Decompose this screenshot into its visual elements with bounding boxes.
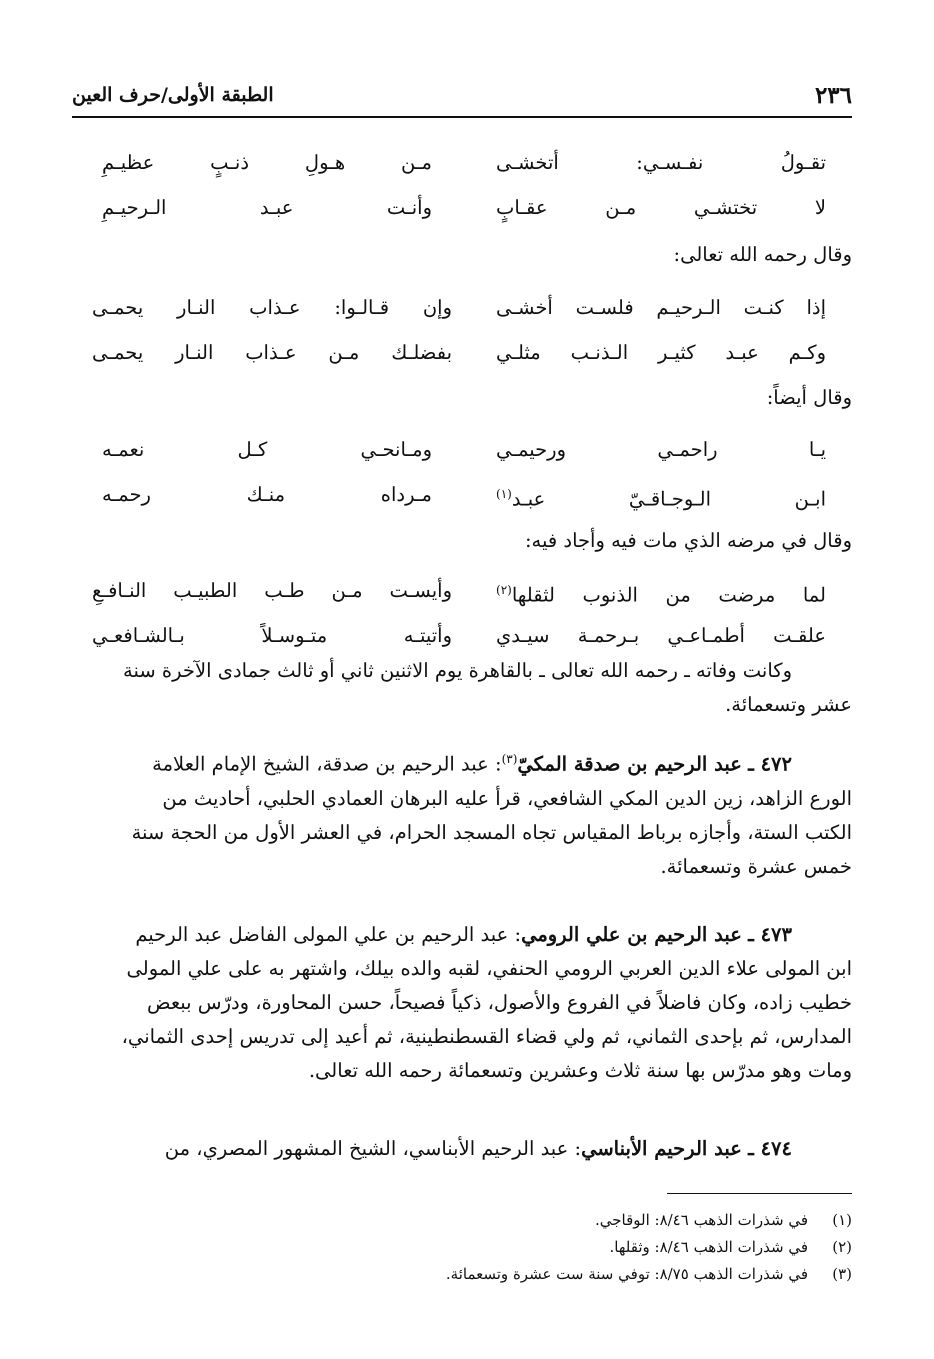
poem-4 xyxy=(72,568,852,658)
paragraph-line: عشر وتسعمائة. xyxy=(725,693,852,716)
entry-text: : عبد الرحيم الأبناسي، الشيخ المشهور المصري، من xyxy=(164,1137,582,1160)
page-number: ٢٣٦ xyxy=(814,82,852,109)
hemistich-text: لما مرضت من الذنوب لثقلها xyxy=(511,583,826,607)
hemistich-left: مـن هـولِ ذنـبٍ عظيـمِ xyxy=(102,151,432,174)
entry-first-line xyxy=(72,1132,852,1166)
verse xyxy=(72,568,852,613)
hemistich-left: مـرداه منـك رحمـه xyxy=(102,483,432,506)
hemistich-right: لا تختشـي مـن عقـابٍ xyxy=(496,196,826,219)
verse xyxy=(72,472,852,517)
footnotes xyxy=(152,1207,852,1288)
footnote-separator xyxy=(667,1193,852,1194)
paragraph-line: الكتب الستة، وأجازه برباط المقياس تجاه المسجد الحرام، في العشر الأول من الحجة سنة xyxy=(131,820,852,844)
paragraph-line: ومات وهو مدرّس بها سنة ثلاث وعشرين وتسعمائة رحمه الله تعالى. xyxy=(308,1059,852,1082)
paragraph-line: خطيب زاده، وكان فاضلاً في الفروع والأصول، ذكياً فصيحاً، حسن المحاورة، ودرّس ببعض xyxy=(146,991,852,1014)
footnote-marker: (١) xyxy=(496,487,512,501)
footnote xyxy=(152,1261,852,1288)
hemistich-right: علقـت أطمـاعـي بـرحمـة سيـدي xyxy=(496,624,826,647)
footnote xyxy=(152,1207,852,1234)
entry-number: ٤٧٢ ـ xyxy=(748,752,792,776)
poem-2 xyxy=(72,285,852,375)
paragraph-line: المدارس، ثم بإحدى الثماني، ثم ولي قضاء القسطنطينية، ثم أعيد إلى تدريس إحدى الثماني، xyxy=(121,1025,852,1048)
poem-intro: وقال أيضاً: xyxy=(766,386,852,409)
verse xyxy=(72,613,852,658)
entry-number: ٤٧٤ ـ xyxy=(748,1137,792,1160)
verse xyxy=(72,140,852,185)
poem-intro: وقال رحمه الله تعالى: xyxy=(673,243,852,266)
hemistich-right: إذا كنـت الـرحيـم فلسـت أخشـى xyxy=(496,296,826,319)
footnote-number: (٣) xyxy=(832,1265,852,1283)
footnote-number: (١) xyxy=(832,1211,852,1229)
footnote xyxy=(152,1234,852,1261)
hemistich-right xyxy=(496,472,826,522)
verse xyxy=(72,330,852,375)
hemistich-left: ومـانحـي كـل نعمـه xyxy=(102,438,432,461)
hemistich-right: تقـولُ نفـسـي: أتخشـى xyxy=(496,151,826,174)
footnote-text: في شذرات الذهب ٨/٧٥: توفي سنة ست عشرة وتسعمائة. xyxy=(445,1265,808,1283)
footnote-number: (٢) xyxy=(832,1238,852,1256)
entry-474 xyxy=(72,1132,852,1166)
hemistich-left: وأيسـت مـن طـب الطبيـب النـافـعِ xyxy=(92,579,452,602)
entry-name: عبد الرحيم بن علي الرومي xyxy=(521,923,742,946)
running-title: الطبقة الأولى/حرف العين xyxy=(72,84,274,106)
entry-473 xyxy=(72,918,852,1088)
poem-1 xyxy=(72,140,852,230)
entry-first-line xyxy=(72,918,852,952)
hemistich-right xyxy=(496,568,826,618)
hemistich-left: وأتيتـه متـوسـلاً بـالشـافعـي xyxy=(92,624,452,647)
entry-text: : عبد الرحيم بن صدقة، الشيخ الإمام العلامة xyxy=(152,752,502,776)
entry-number: ٤٧٣ ـ xyxy=(748,923,792,946)
entry-472 xyxy=(72,742,852,884)
page-header xyxy=(72,82,852,118)
footnote-marker: (٣) xyxy=(501,752,518,766)
hemistich-left: وأنـت عبـد الـرحيـمِ xyxy=(102,196,432,219)
entry-first-line xyxy=(72,742,852,782)
poem-3 xyxy=(72,427,852,517)
footnote-marker: (٢) xyxy=(496,583,512,597)
hemistich-right: وكـم عبـد كثيـر الـذنـب مثلـي xyxy=(496,341,826,364)
hemistich-right: يـا راحمـي ورحيمـي xyxy=(496,438,826,461)
death-paragraph xyxy=(72,654,852,722)
verse xyxy=(72,427,852,472)
footnote-text: في شذرات الذهب ٨/٤٦: الوقاجي. xyxy=(594,1211,808,1229)
paragraph-line: خمس عشرة وتسعمائة. xyxy=(660,854,852,878)
paragraph-line: الورع الزاهد، زين الدين المكي الشافعي، قرأ عليه البرهان العمادي الحلبي، أحاديث من xyxy=(162,786,852,810)
entry-name: عبد الرحيم الأبناسي xyxy=(581,1137,742,1160)
paragraph-line: ابن المولى علاء الدين العربي الرومي الحنفي، لقبه والده بيلك، واشتهر به على علي المولى xyxy=(126,957,852,980)
hemistich-left: وإن قـالـوا: عـذاب النـار يحمـى xyxy=(92,296,452,319)
entry-name: عبد الرحيم بن صدقة المكيّ xyxy=(517,752,742,776)
hemistich-left: بفضلـك مـن عـذاب النـار يحمـى xyxy=(92,341,452,364)
verse xyxy=(72,185,852,230)
paragraph-line: وكانت وفاته ـ رحمه الله تعالى ـ بالقاهرة يوم الاثنين ثاني أو ثالث جمادى الآخرة سنة xyxy=(123,659,792,682)
hemistich-text: ابـن الـوجـاقـيّ عبـد xyxy=(511,487,826,511)
poem-intro: وقال في مرضه الذي مات فيه وأجاد فيه: xyxy=(524,529,852,552)
verse xyxy=(72,285,852,330)
footnote-text: في شذرات الذهب ٨/٤٦: وثقلها. xyxy=(609,1238,808,1256)
entry-text: : عبد الرحيم بن علي المولى الفاضل عبد الرحيم xyxy=(135,923,522,946)
